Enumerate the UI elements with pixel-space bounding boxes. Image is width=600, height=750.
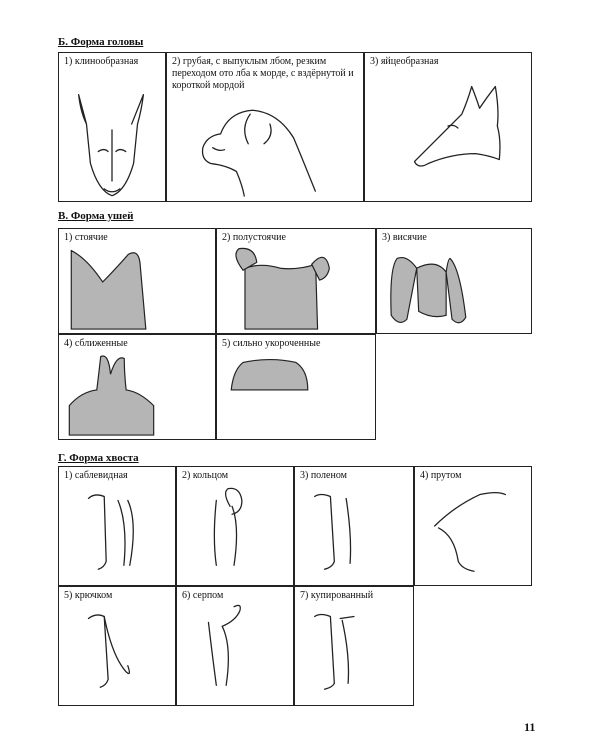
ears-cell-semi xyxy=(216,228,376,334)
tail-label-log: 3) поленом xyxy=(300,470,347,481)
ears-section-title: В. Форма ушей xyxy=(58,210,134,222)
tail-label-hook: 5) крючком xyxy=(64,590,113,601)
semi-erect-ears-icon xyxy=(217,229,375,333)
ears-cell-erect xyxy=(58,228,216,334)
egg-head-icon xyxy=(365,53,531,201)
tail-label-sickle: 6) серпом xyxy=(182,590,224,601)
close-set-ears-icon xyxy=(59,335,215,439)
log-tail-icon xyxy=(295,467,413,585)
docked-tail-icon xyxy=(295,587,413,705)
erect-ears-icon xyxy=(59,229,215,333)
ears-label-hanging: 3) висячие xyxy=(382,232,427,243)
page-number: 11 xyxy=(524,720,536,734)
cropped-ears-icon xyxy=(217,335,375,439)
ring-tail-icon xyxy=(177,467,293,585)
ears-label-close: 4) сближенные xyxy=(64,338,128,349)
coarse-head-icon xyxy=(167,53,363,201)
ears-cell-short xyxy=(216,334,376,440)
tail-section-title: Г. Форма хвоста xyxy=(58,452,139,464)
tail-cell-log xyxy=(294,466,414,586)
saber-tail-icon xyxy=(59,467,175,585)
head-cell-wedge xyxy=(58,52,166,202)
ears-label-erect: 1) стоячие xyxy=(64,232,108,243)
tail-cell-docked xyxy=(294,586,414,706)
tail-label-docked: 7) купированный xyxy=(300,590,374,601)
tail-label-ring: 2) кольцом xyxy=(182,470,229,481)
ears-label-semi: 2) полустоячие xyxy=(222,232,286,243)
head-label-coarse: 2) грубая, с выпуклым лбом, резким переходом ото лба к морде, с вздёрнутой и короткой мордой xyxy=(172,56,354,91)
tail-label-rod: 4) прутом xyxy=(420,470,462,481)
tail-label-saber: 1) саблевидная xyxy=(64,470,128,481)
head-label-wedge: 1) клинообразная xyxy=(64,56,139,67)
hanging-ears-icon xyxy=(377,229,531,333)
rod-tail-icon xyxy=(415,467,531,585)
tail-cell-rod xyxy=(414,466,532,586)
head-cell-egg xyxy=(364,52,532,202)
tail-cell-ring xyxy=(176,466,294,586)
ears-cell-close xyxy=(58,334,216,440)
ears-label-short: 5) сильно укороченные xyxy=(222,338,321,349)
tail-cell-sickle xyxy=(176,586,294,706)
ears-cell-hanging xyxy=(376,228,532,334)
tail-cell-saber xyxy=(58,466,176,586)
sickle-tail-icon xyxy=(177,587,293,705)
head-section-title: Б. Форма головы xyxy=(58,36,144,48)
head-cell-coarse xyxy=(166,52,364,202)
hook-tail-icon xyxy=(59,587,175,705)
tail-cell-hook xyxy=(58,586,176,706)
head-label-egg: 3) яйцеобразная xyxy=(370,56,439,67)
wedge-head-icon xyxy=(59,53,165,201)
